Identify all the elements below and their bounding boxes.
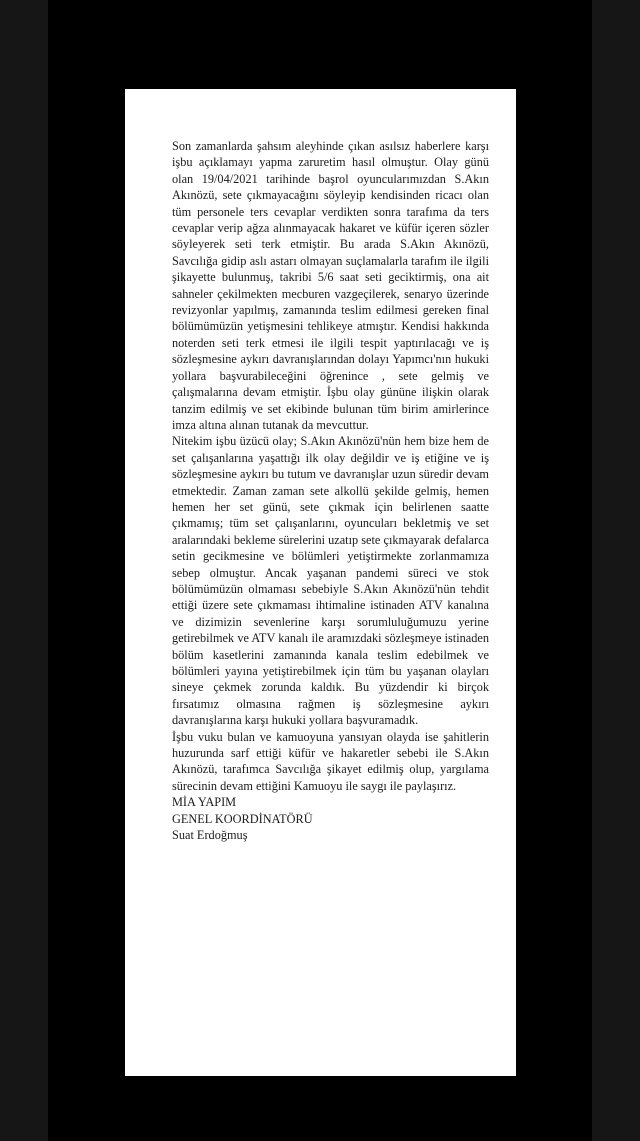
statement-paragraph-2: Nitekim işbu üzücü olay; S.Akın Akınözü'nün hem bize hem de set çalışanlarına yaşattığı ilk olay değildir ve iş etiğine ve iş sözleşmesine aykırı bu tutum ve davranışlar uzun süredir devam etmektedir. Zaman zaman sete alkollü şekilde gelmiş, hemen hemen her set günü, sete çıkmak için belirlenen saatte çıkmamış; tüm set çalışanlarını, oyuncuları bekletmiş ve set aralarındaki bekleme sürelerini uzatıp sete çıkmayarak defalarca setin gecikmesine ve bölümleri yetiştirmekte zorlanmamıza sebep olmuştur. Ancak yaşanan pandemi süreci ve stok bölümümüzün olmaması sebebiyle S.Akın Akınözü'nün tehdit ettiği üzere sete çıkmaması ihtimaline istinaden ATV kanalına ve dizimizin sevenlerine karşı sorumluluğumuzu yerine getirebilmek ve ATV kanalı ile aramızdaki sözleşmeye istinaden bölüm kasetlerini zamanında kanala teslim edebilmek ve bölümleri yayına yetiştirebilmek için tüm bu yaşanan olayları sineye çekmek zorunda kaldık. Bu yüzdendir ki birçok fırsatımız olmasına rağmen iş sözleşmesine aykırı davranışlarına karşı hukuki yollara başvuramadık.: [172, 434, 489, 728]
left-side-band: [0, 0, 48, 1141]
signature-company: MİA YAPIM: [172, 795, 237, 810]
statement-body: [172, 138, 489, 794]
right-side-band: [592, 0, 640, 1141]
statement-paragraph-1: Son zamanlarda şahsım aleyhinde çıkan asılsız haberlere karşı işbu açıklamayı yapma zaruretim hasıl olmuştur. Olay günü olan 19/04/2021 tarihinde başrol oyuncularımızdan S.Akın Akınözü, sete çıkmayacağını söyleyip kendisinden ricacı olan tüm personele ters cevaplar verdikten sonra tarafıma da ters cevaplar verip ağza alınmayacak hakaret ve küfür içeren sözler söyleyerek seti terk etmiştir. Bu arada S.Akın Akınözü, Savcılığa gidip aslı astarı olmayan suçlamalarla tarafım ile ilgili şikayette bulunmuş, takribi 5/6 saat seti geciktirmiş, ona ait sahneler çekilmekten mecburen vazgeçilerek, senaryo üzerinde revizyonlar yapılmış, zamanında teslim edilmesi gereken final bölümümüzün yetişmesini tehlikeye atmıştır. Kendisi hakkında noterden seti terk etmesi ile ilgili tespit yaptırılacağı ve iş sözleşmesine aykırı davranışlarından dolayı Yapımcı'nın hukuki yollara başvurabileceğini öğrenince , sete gelmiş ve çalışmalarına devam etmiştir. İşbu olay gününe ilişkin olarak tanzim edilmiş ve set ekibinde bulunan tüm birim amirlerince imza altına alınan tutanak da mevcuttur.: [172, 139, 489, 432]
statement-paragraph-3: İşbu vuku bulan ve kamuoyuna yansıyan olayda ise şahitlerin huzurunda sarf ettiği küfür ve hakaretler sebebi ile S.Akın Akınözü, tarafımca Savcılığa şikayet edilmiş olup, yargılama sürecinin devam ettiğini Kamuoyu ile saygı ile paylaşırız.: [172, 729, 489, 793]
signature-block: [172, 794, 489, 843]
signature-name: Suat Erdoğmuş: [172, 828, 248, 843]
statement-document: [125, 89, 516, 1076]
signature-title: GENEL KOORDİNATÖRÜ: [172, 811, 313, 826]
